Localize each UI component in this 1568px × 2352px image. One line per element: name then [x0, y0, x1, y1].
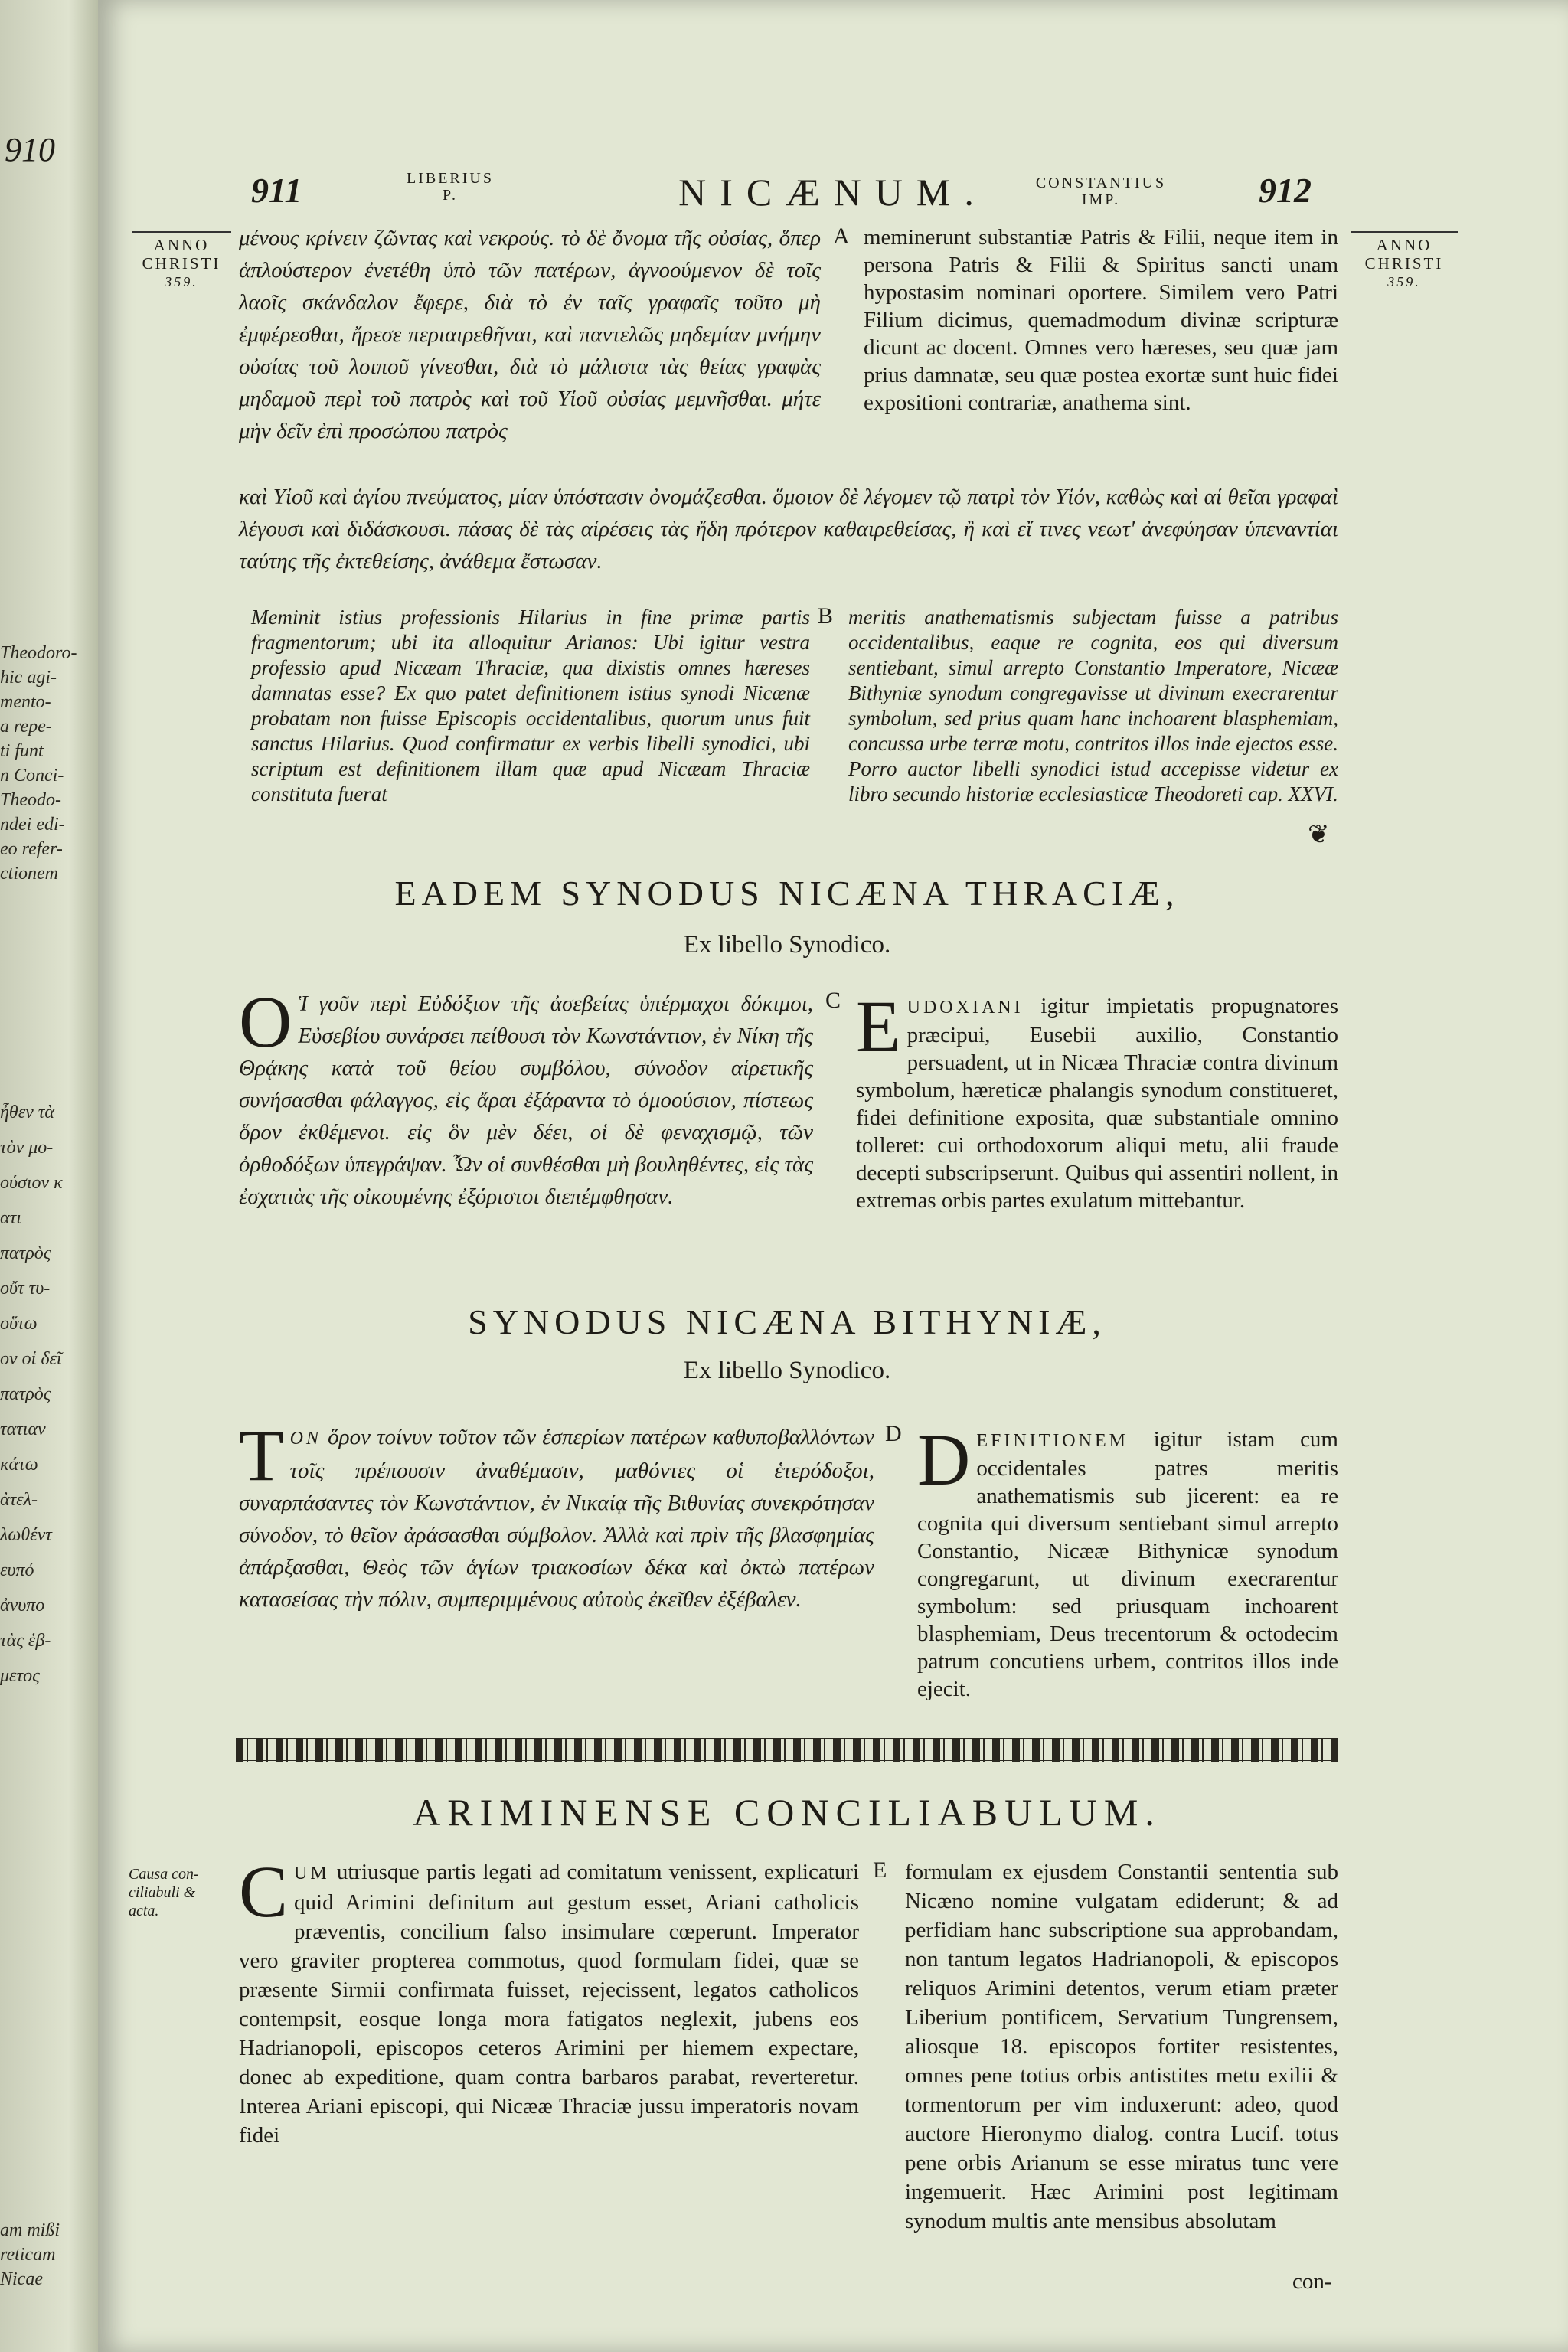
page-number-left: 911	[251, 171, 302, 210]
side-note-line: ciliabuli &	[129, 1884, 196, 1901]
margin-year: 359.	[165, 274, 198, 289]
small-caps-word: UDOXIANI	[906, 998, 1024, 1018]
latin-body: utriusque partis legati ad comitatum venissent, explicaturi quid Arimini definitum aut gestum esset, Ariani catholicis præventis, concilium falso insimulare cœperunt. Imperator vero graviter propterea commotus, quod formulam fidei, quæ se præsente Sirmii confirmata fuisset, rejecissent, legatos catholicos contempsit, eosque longa mora fatigatos neglexit, jubens eos Hadrianopoli, episcopos ceteros Arimini per hiemem expectare, donec ab expeditione, quam contra barbaros parabat, reverteretur. Interea Ariani episcopi, qui Nicææ Thraciæ jussu imperatoris novam fidei	[239, 1860, 859, 2148]
column-marker-b: B	[818, 603, 834, 629]
header-left-label	[374, 170, 527, 204]
left-greek-line: τὸν μο-	[0, 1138, 54, 1158]
left-greek-line: ούσιον κ	[0, 1173, 63, 1193]
greek-body: ὅρον τοίνυν τοῦτον τῶν ἑσπερίων πατέρων καθυποβαλλόντων τοῖς πρέπουσιν ἀναθέμασιν, μαθόντες οἱ ἑτερόδοξοι, συναρπάσαντες τὸν Κωνστάντιον, ἐν Νικαίᾳ τῆς Βιθυνίας συνεκρότησαν σύνοδον, τὸ θεῖον ἀράσασθαι σύμβολον. Ἀλλὰ καὶ πρὶν τῆς βλασφημίας ἀπάρξασθαι, Θεὸς τῶν ἁγίων τριακοσίων δέκα καὶ ὀκτὼ πατέρων κατασείσας τὴν πόλιν, συμπεριμμένους αὐτοὺς ἐκεῖθεν ἐξέβαλεν.	[239, 1425, 875, 1612]
fleuron-ornament: ❦	[1308, 821, 1330, 849]
left-margin-line: ti funt	[0, 741, 44, 761]
greek-creed-continuation: καὶ Υἱοῦ καὶ ἁγίου πνεύματος, μίαν ὑπόστασιν ὀνομάζεσθαι. ὅμοιον δὲ λέγομεν τῷ πατρὶ τὸν Υἱόν, καθὼς καὶ αἱ θεῖαι γραφαὶ λέγουσι καὶ διδάσκουσι. πάσας δὲ τὰς αἱρέσεις τὰς ἤδη πρότερον καθαιρεθείσας, ἢ καὶ εἴ τινες νεωτ' ἀνεφύησαν ὑπεναντίαι ταύτης τῆς ἐκτεθείσης, ἀνάθεμα ἔστωσαν.	[239, 485, 1338, 573]
left-greek-line: ατι	[0, 1208, 21, 1228]
editorial-note-left: Meminit istius professionis Hilarius in fine primæ partis fragmentorum; ubi ita alloquitur Arianos: Ubi igitur vestra professio apud Nicæam Thraciæ, qua dixistis omnes hæreses damnatas esse? Ex quo patet definitionem istius synodi Nicænæ probatam non fuisse Episcopis occidentalibus, quorum unus fuit sanctus Hilarius. Quod confirmatur ex verbis libelli synodici, ubi scriptum est definitionem illam quæ apud Nicæam Thraciæ constituta fuerat	[251, 606, 810, 805]
column-marker-a: A	[833, 224, 850, 249]
left-page-edge	[0, 0, 98, 2352]
margin-anno-right	[1351, 231, 1458, 291]
latin-text-ariminum-right: formulam ex ejusdem Constantii sententia sub Nicæno nomine vulgatam ediderunt; & ad perfidiam hanc subscriptione sua approbandam, non tantum legatos Hadrianopoli, & episcopos reliquos Arimini detentos, verum etiam præter Liberium pontificem, Servatium Tungrensem, aliosque 18. episcopos fortiter resistentes, omnes pene totius orbis antistites metu exilii & tormentorum per vim induxerunt: adeo, quod auctore Hieronymo dialog. contra Lucif. totus pene orbis Arianum se esse miratus tunc vere ingemuerit. Hæc Arimini post legitimam synodum multis ante mensibus absolutam	[905, 1860, 1338, 2233]
greek-body: Ἱ γοῦν περὶ Εὐδόξιον τῆς ἀσεβείας ὑπέρμαχοι δόκιμοι, Εὐσεβίου συνάρσει πείθουσι τὸν Κωνστάντιον, ἐν Νίκη τῆς Θρᾴκης κατὰ τοῦ θείου συμβόλου, σύνοδον αἱρετικῆς συνήσασθαι φάλαγγος, εἰς ἄραι ἐξάραντα τὸ ὁμοούσιον, πίστεως ὅρον ἐκθέμενοι. εἰς ὃν μὲν δέει, οἱ δὲ φεναχισμῷ, τῶν ὀρθοδόξων ὑπεγράψαν. Ὧν οἱ συνθέσθαι μὴ βουληθέντες, εἰς τὰς ἐσχατιὰς τῆς οἰκουμένης ἐξόριστοι διεπέμφθησαν.	[239, 991, 813, 1209]
margin-christi-label: CHRISTI	[142, 254, 221, 273]
latin-body: igitur istam cum occidentales patres meritis anathematismis sub jicerent: ea re cognita qui diversum sentiebant simul arrepto Constantio, Nicææ Bithynicæ synodum congregarunt, ut divinum execrarentur symbolum: sed priusquam inchoarent blasphemiam, Deus trecentorum & octodecim patrum concutiens urbem, contritos illos inde ejecit.	[917, 1427, 1338, 1701]
section-subheading: Ex libello Synodico.	[683, 931, 891, 959]
margin-anno-left	[132, 231, 231, 291]
left-greek-line: ἦθεν τὰ	[0, 1102, 54, 1122]
small-caps-word: ON	[289, 1429, 322, 1449]
column-marker-c: C	[825, 988, 841, 1013]
latin-text-nicaea-bithynia	[917, 1419, 1338, 1703]
left-margin-line: hic agi-	[0, 668, 57, 688]
drop-cap: E	[856, 985, 901, 1067]
left-greek-line: ον οἱ δεῖ	[0, 1349, 62, 1369]
left-bottom-line: reticam	[0, 2245, 56, 2265]
drop-cap: D	[917, 1419, 971, 1501]
header-right-line: IMP.	[1081, 191, 1121, 208]
latin-text-nicaea-thrace	[856, 985, 1339, 1214]
left-margin-line: Theodoro-	[0, 643, 77, 663]
left-greek-line: πατρὸς	[0, 1243, 51, 1263]
margin-christi-label: CHRISTI	[1364, 254, 1444, 273]
left-greek-line: τατιαν	[0, 1419, 46, 1439]
editorial-note-right: meritis anathematismis subjectam fuisse a patribus occidentalibus, eaque re cognita, eos qui diversum sentiebant, simul arrepto Constantio Imperatore, Nicææ Bithyniæ synodum congregavisse ut divinum execrarentur symbolum, sed prius quam hanc inchoarent blasphemiam, concussa urbe terræ motu, contritos illos inde ejectos esse. Porro auctor libelli synodici istud accepisse videtur ex libro secundo historiæ ecclesiasticæ Theodoreti cap. XXVI.	[848, 606, 1338, 805]
left-greek-line: λωθέντ	[0, 1525, 52, 1545]
catchword: con-	[1292, 2269, 1332, 2294]
section-heading-nicaea-thrace: EADEM SYNODUS NICÆNA THRACIÆ,	[394, 874, 1180, 913]
header-right-line: CONSTANTIUS	[1035, 175, 1167, 191]
section-heading-ariminum: ARIMINENSE CONCILIABULUM.	[413, 1791, 1161, 1834]
margin-rule	[1351, 231, 1458, 233]
margin-anno-label: ANNO	[153, 236, 210, 254]
greek-text-nicaea-bithynia	[239, 1414, 875, 1615]
left-greek-line: οὕτω	[0, 1314, 38, 1334]
page-number-right: 912	[1259, 171, 1312, 210]
header-right-label	[1001, 175, 1200, 208]
drop-cap: C	[239, 1851, 289, 1932]
left-greek-line: ἀνυπο	[0, 1596, 45, 1615]
header-left-line: LIBERIUS	[407, 170, 494, 187]
latin-creed-column: meminerunt substantiæ Patris & Filii, neque item in persona Patris & Filii & Spiritus sancti unam hypostasim nominari oportere. Similem vero Patri Filium dicimus, quemadmodum divinæ scripturæ dicunt ac docent. Omnes vero hæreses, seu quæ jam prius damnatæ, seu quæ postea exortæ sunt huic fidei expositioni contrariæ, anathema sint.	[864, 225, 1338, 415]
left-margin-line: Theodo-	[0, 790, 61, 810]
left-margin-line: mento-	[0, 692, 51, 712]
column-marker-d: D	[885, 1421, 902, 1446]
left-margin-line: ctionem	[0, 864, 58, 884]
side-note-line: acta.	[129, 1903, 159, 1919]
marginal-side-note	[129, 1865, 228, 1920]
greek-text-nicaea-thrace	[239, 981, 813, 1213]
left-greek-line: οὔτ τυ-	[0, 1279, 51, 1298]
book-page	[98, 0, 1568, 2352]
left-bottom-line: Nicae	[0, 2269, 43, 2289]
small-caps-word: EFINITIONEM	[976, 1431, 1129, 1451]
left-page-number: 910	[5, 131, 55, 168]
side-note-line: Causa con-	[129, 1866, 199, 1883]
left-greek-line: τὰς ἑβ-	[0, 1631, 51, 1651]
left-margin-line: n Conci-	[0, 766, 64, 786]
left-bottom-line: am mißi	[0, 2220, 60, 2240]
drop-cap: O	[239, 981, 292, 1063]
latin-text-ariminum-left	[239, 1851, 859, 2150]
small-caps-word: UM	[294, 1864, 330, 1883]
decorative-border	[236, 1738, 1338, 1762]
section-heading-nicaea-bithynia: SYNODUS NICÆNA BITHYNIÆ,	[468, 1302, 1106, 1341]
header-left-line: P.	[443, 187, 458, 204]
margin-year: 359.	[1387, 274, 1421, 289]
drop-cap: T	[239, 1414, 284, 1496]
left-greek-line: μετος	[0, 1666, 40, 1686]
left-greek-line: πατρὸς	[0, 1384, 51, 1404]
margin-rule	[132, 231, 231, 233]
left-margin-line: ndei edi-	[0, 815, 65, 835]
left-greek-line: κάτω	[0, 1455, 38, 1475]
left-greek-line: ευπό	[0, 1560, 34, 1580]
left-margin-line: eo refer-	[0, 839, 63, 859]
left-margin-line: a repe-	[0, 717, 52, 737]
latin-body: igitur impietatis propugnatores præcipui, Eusebii auxilio, Constantio persuadent, ut in Nicæa Thraciæ contra divinum symbolum, hæreticæ phalangis synodum constitueret, fidei definitione exposita, quæ substantiale omnino tolleret: cui orthodoxorum aliqui metu, alii fraude decepti subscripserunt. Quibus qui assentiri nollent, in extremas orbis partes exulatum mittebantur.	[856, 994, 1339, 1213]
column-marker-e: E	[873, 1857, 887, 1883]
greek-creed-column: μένους κρίνειν ζῶντας καὶ νεκρούς. τὸ δὲ ὄνομα τῆς οὐσίας, ὅπερ ἁπλούστερον ἐνετέθη ὑπὸ τῶν πατέρων, ἀγνοούμενον δὲ τοῖς λαοῖς σκάνδαλον ἔφερε, διὰ τὸ ἐν ταῖς γραφαῖς τοῦτο μὴ ἐμφέρεσθαι, ἤρεσε περιαιρεθῆναι, καὶ παντελῶς μηδεμίαν μνήμην οὐσίας τοῦ λοιποῦ γίνεσθαι, διὰ τὸ μάλιστα τὰς θείας γραφὰς μηδαμοῦ περὶ τοῦ πατρὸς καὶ τοῦ Υἱοῦ οὐσίας μεμνῆσθαι. μήτε μὴν δεῖν ἐπὶ προσώπου πατρὸς	[239, 226, 821, 443]
running-title: NICÆNUM.	[678, 171, 988, 214]
section-subheading: Ex libello Synodico.	[683, 1357, 891, 1384]
margin-anno-label: ANNO	[1376, 236, 1432, 254]
left-greek-line: ἀτελ-	[0, 1490, 38, 1510]
